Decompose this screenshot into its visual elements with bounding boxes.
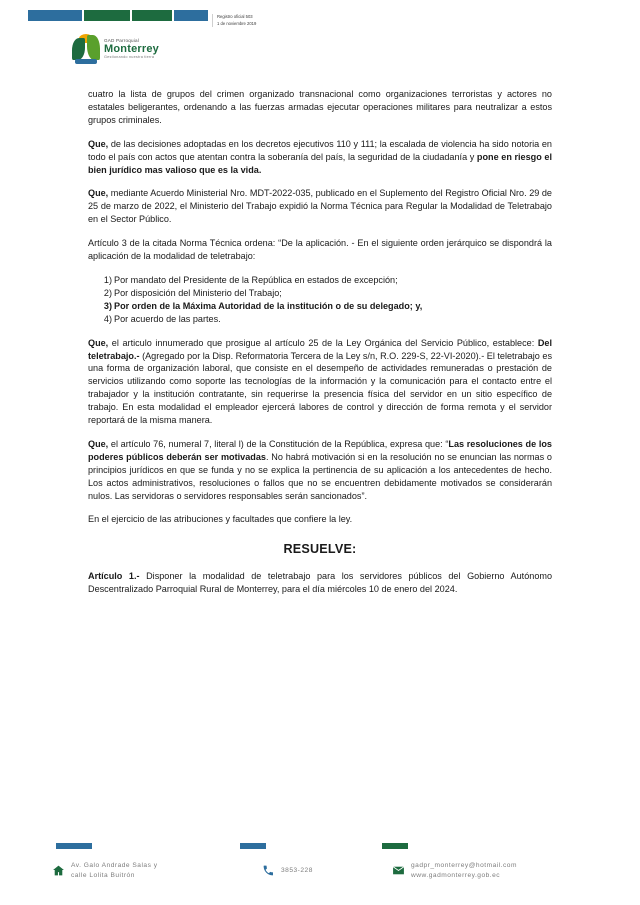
- footer-phone-block: [262, 861, 382, 881]
- document-body: [88, 88, 552, 607]
- que-body-3b: Del teletrabajo.-: [88, 337, 552, 361]
- que-body-2: mediante Acuerdo Ministerial Nro. MDT-2022-035, publicado en el Suplemento del Registro Oficial Nro. 29 de 25 de marzo de 2022, el Ministerio del Trabajo expidió la Norma Técnica para Regular la Modalidad de Teletrabajo en el Sector Público.: [88, 188, 552, 225]
- list-item-number: 2): [103, 287, 112, 298]
- articulo-1-body: Disponer la modalidad de teletrabajo para los servidores públicos del Gobierno Autónomo Descentralizado Parroquial Rural de Monterrey, para el día miércoles 10 de enero del 2024.: [88, 571, 553, 595]
- paragraph-ejercicio-atribuciones: En el ejercicio de las atribuciones y facultades que confiere la ley.: [88, 514, 353, 525]
- list-item: [103, 274, 552, 287]
- paragraph-articulo-1: [88, 570, 552, 596]
- que-body-1b: pone en riesgo el bien jurídico mas valioso que es la vida.: [88, 151, 552, 175]
- list-item: [103, 313, 552, 326]
- registro-oficial-reference: [212, 14, 256, 27]
- que-lead-1: Que,: [88, 138, 109, 149]
- que-body-4c: . No habrá motivación si en la resolución no se enuncian las normas o principios jurídicos en que se funda y no se explica la pertinencia de su aplicación a los antecedentes de hecho. Los actos administrativos, resoluciones o fallos que no se encuentren debidamente motivados se considerarán nulos. Las servidoras o servidores responsables serán sancionados”.: [88, 451, 552, 501]
- jerarquia-list: [88, 274, 552, 326]
- list-item-label: Por acuerdo de las partes.: [114, 313, 221, 324]
- institution-logo: [72, 34, 159, 64]
- paragraph-que-teletrabajo: [88, 337, 552, 427]
- list-item-label: Por mandato del Presidente de la República en estados de excepción;: [114, 274, 398, 285]
- base-bar-shape-icon: [75, 59, 97, 64]
- que-body-3a: el articulo innumerado que prosigue al artículo 25 de la Ley Orgánica del Servicio Público, establece:: [108, 337, 538, 348]
- footer-phone-text[interactable]: [281, 866, 313, 876]
- footer-online-text: [411, 861, 517, 881]
- logo-title: Monterrey: [104, 43, 159, 56]
- footer-online-block: [392, 861, 612, 881]
- header-bar-segment-3: [132, 10, 172, 21]
- footer-decorative-bars: [0, 843, 640, 851]
- footer-address-block: [52, 861, 252, 881]
- envelope-icon: [392, 864, 405, 877]
- que-body-4b: Las resoluciones de los poderes públicos deberán ser motivadas: [88, 438, 552, 462]
- registro-line-1: Registro oficial 503: [217, 14, 253, 19]
- paragraph-articulo-3: Artículo 3 de la citada Norma Técnica ordena: “De la aplicación. - En el siguiente orden jerárquico se dispondrá la aplicación de la modalidad de teletrabajo:: [88, 238, 552, 262]
- header-bar-segment-1: [28, 10, 82, 21]
- header-bar-segment-4: [174, 10, 208, 21]
- footer-contact-row: [0, 861, 640, 881]
- footer-bar-segment-3: [382, 843, 408, 849]
- footer-address-line-2: calle Lolita Buitrón: [71, 871, 135, 879]
- footer-address-text: [71, 861, 158, 881]
- home-icon: [52, 864, 65, 877]
- paragraph-que-constitucion: [88, 438, 552, 503]
- footer-bar-segment-2: [240, 843, 266, 849]
- leaf-right-shape-icon: [87, 35, 100, 60]
- footer-bar-segment-1: [56, 843, 92, 849]
- header-bar-segment-2: [84, 10, 130, 21]
- page-header: [0, 0, 640, 86]
- list-item: [103, 300, 552, 313]
- paragraph-continuation: cuatro la lista de grupos del crimen organizado transnacional como organizaciones terroristas y actores no estatales beligerantes, ordenando a las fuerzas armadas ejecutar operaciones militares para neutralizar a estos grupos criminales.: [88, 89, 552, 125]
- logo-text-block: [104, 38, 159, 59]
- que-lead-4: Que,: [88, 438, 109, 449]
- footer-phone-number[interactable]: 3853-228: [281, 866, 313, 874]
- footer-website[interactable]: www.gadmonterrey.gob.ec: [411, 871, 501, 879]
- paragraph-que-acuerdo-ministerial: [88, 187, 552, 226]
- list-item-label: Por disposición del Ministerio del Trabajo;: [114, 287, 282, 298]
- articulo-1-lead: Artículo 1.-: [88, 571, 140, 582]
- list-item: [103, 287, 552, 300]
- logo-tagline: Gestionando nuestra tierra: [104, 55, 155, 60]
- paragraph-que-decretos: [88, 138, 552, 177]
- logo-pretext: GAD Parroquial: [104, 38, 139, 44]
- monterrey-emblem-icon: [72, 34, 100, 64]
- list-item-number: 3): [103, 300, 112, 311]
- que-body-1a: de las decisiones adoptadas en los decretos ejecutivos 110 y 111; la escalada de violencia ha sido notoria en todo el país con actos que atentan contra la soberanía del país, la seguridad de la ciudadanía y: [88, 138, 552, 162]
- footer-address-line-1: Av. Galo Andrade Salas y: [71, 862, 158, 869]
- que-body-3c: (Agregado por la Disp. Reformatoria Tercera de la Ley s/n, R.O. 229-S, 22-VI-2020).- El teletrabajo es una forma de organización laboral, que consiste en el desempeño de actividades remuneradas o prestación de servicios utilizando como soporte las tecnologías de la información y la comunicación para el contacto entre el trabajador y la institución contratante, sin requerirse la presencia física del servidor en un sitio específico de trabajo. En esta modalidad el empleador ejercerá labores de control y dirección de forma remota y el servidor reportará de la misma manera.: [88, 350, 552, 426]
- page-footer: [0, 843, 640, 905]
- registro-line-2: 1 de noviembre 2019: [217, 20, 257, 26]
- header-decorative-bars: [28, 10, 208, 22]
- list-item-number: 1): [103, 274, 112, 285]
- list-item-label: Por orden de la Máxima Autoridad de la institución o de su delegado; y,: [114, 300, 423, 311]
- phone-icon: [262, 864, 275, 877]
- que-body-4a: el artículo 76, numeral 7, literal l) de la Constitución de la República, expresa que: “: [108, 438, 449, 449]
- que-lead-3: Que,: [88, 337, 109, 348]
- que-lead-2: Que,: [88, 188, 109, 199]
- footer-email[interactable]: gadpr_monterrey@hotmail.com: [411, 862, 517, 869]
- list-item-number: 4): [103, 313, 112, 324]
- resuelve-heading: RESUELVE:: [283, 542, 357, 557]
- leaf-left-shape-icon: [72, 38, 85, 60]
